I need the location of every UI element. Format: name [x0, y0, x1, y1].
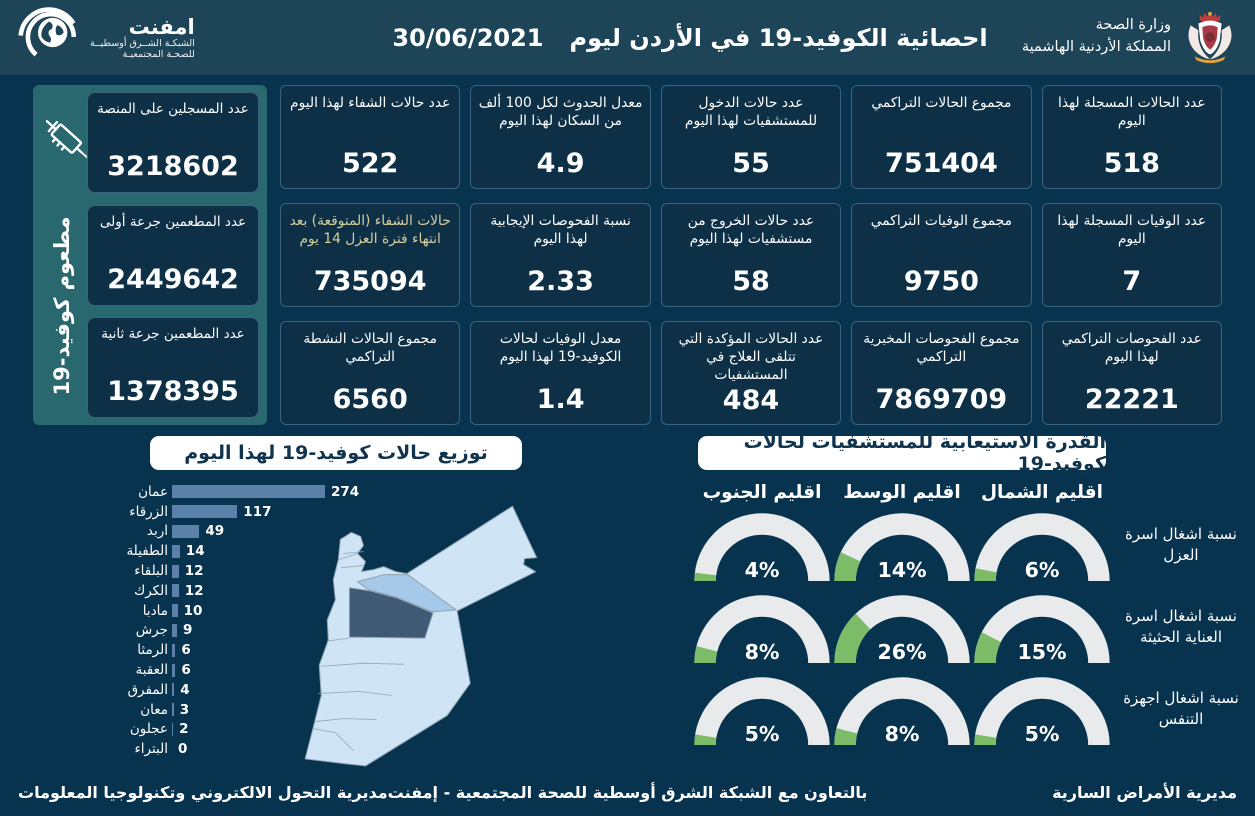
- stat-card-label: عدد حالات الخروج من مستشفيات لهذا اليوم: [687, 213, 815, 248]
- svg-text:8%: 8%: [884, 721, 920, 746]
- bar: [172, 723, 173, 736]
- gauge-row: [688, 587, 1250, 667]
- bar: [172, 664, 175, 677]
- svg-text:8%: 8%: [744, 639, 780, 664]
- gauge: [832, 506, 972, 585]
- stat-card: [851, 85, 1031, 189]
- svg-text:14%: 14%: [877, 557, 927, 582]
- bar: [172, 525, 199, 538]
- gauge-arc: [972, 588, 1112, 667]
- gauge: [832, 588, 972, 667]
- bar-category-label: الزرقاء: [129, 503, 168, 520]
- stat-card-value: 6560: [332, 384, 408, 415]
- ministry-text: [1022, 15, 1171, 59]
- stat-card-value: 7869709: [875, 384, 1008, 415]
- stat-card-value: 22221: [1084, 384, 1179, 415]
- bar-category-label: البلقاء: [134, 563, 168, 580]
- header-bar: [0, 0, 1255, 75]
- stats-column: [470, 85, 650, 425]
- bar: [172, 683, 174, 696]
- bar-track: [172, 622, 192, 638]
- gauge-row: [688, 669, 1250, 749]
- bar-category-label: معان: [140, 701, 168, 718]
- logo-subtitle-1: الشبكـة الشــرق أوسطيــة: [90, 38, 195, 50]
- bar: [172, 644, 175, 657]
- gauge-arc: [972, 670, 1112, 749]
- logo-subtitle-2: للصحـة المجتمعيـة: [122, 49, 195, 61]
- gauge-arc: [972, 506, 1112, 585]
- stats-column: [851, 85, 1031, 425]
- bar-value-label: 274: [331, 483, 360, 500]
- stat-card: [280, 203, 460, 307]
- emphnet-logo-text: [90, 15, 195, 61]
- region-header: اقليم الشمال: [980, 482, 1104, 503]
- stat-card-label: مجموع الحالات النشطة التراكمي: [303, 331, 437, 366]
- stat-card-value: 1.4: [536, 384, 585, 415]
- stats-column: [280, 85, 460, 425]
- stat-card-value: 2.33: [527, 266, 594, 297]
- bar-value-label: 10: [183, 602, 203, 619]
- bar-category-label: عمان: [138, 483, 168, 500]
- stat-card-label: مجموع الفحوصات المخبرية التراكمي: [863, 331, 1020, 366]
- stats-grid: [280, 85, 1222, 425]
- bar: [172, 545, 180, 558]
- vaccination-card: [87, 92, 259, 193]
- vaccination-panel: [33, 85, 267, 425]
- stat-card-label: حالات الشفاء (المتوقعة) بعد انتهاء فترة العزل 14 يوم: [289, 213, 451, 248]
- stat-card-label: عدد حالات الشفاء لهذا اليوم: [290, 95, 451, 111]
- emphnet-globe-icon: [16, 6, 82, 70]
- vaccination-card-label: عدد المطعمين جرعة أولى: [99, 213, 247, 230]
- svg-text:6%: 6%: [1024, 557, 1060, 582]
- gauge: [692, 506, 832, 585]
- gauge-arc: [832, 670, 972, 749]
- bar: [172, 604, 178, 617]
- stat-card: [470, 85, 650, 189]
- stat-card-value: 522: [341, 148, 399, 179]
- bar-value-label: 3: [179, 701, 190, 718]
- kingdom-name: المملكة الأردنية الهاشمية: [1021, 39, 1171, 55]
- stat-card-label: نسبة الفحوصات الإيجابية لهذا اليوم: [490, 213, 631, 248]
- gauge-row-label: نسبة اشغال اسرة العناية الحثيثة: [1125, 607, 1237, 646]
- stats-column: [661, 85, 841, 425]
- jordan-coat-of-arms-icon: [1181, 8, 1239, 66]
- bar-category-label: عجلون: [129, 721, 168, 738]
- bar-track: [172, 702, 189, 718]
- region-header: اقليم الوسط: [843, 482, 961, 503]
- svg-text:15%: 15%: [1017, 639, 1067, 664]
- stat-card: [470, 321, 650, 425]
- bar-track: [172, 662, 191, 678]
- gauge: [972, 506, 1112, 585]
- bar-value-label: 6: [181, 662, 191, 679]
- stat-card-label: معدل الحدوث لكل 100 ألف من السكان لهذا اليوم: [478, 95, 643, 130]
- bar-value-label: 6: [181, 642, 191, 659]
- stat-card-value: 735094: [313, 266, 427, 297]
- bar-value-label: 0: [178, 741, 188, 758]
- gauge-arc: [832, 588, 972, 667]
- gauge-arc: [832, 506, 972, 585]
- bar-category-label: الكرك: [134, 582, 168, 599]
- stat-card-label: عدد حالات الدخول للمستشفيات لهذا اليوم: [684, 95, 818, 130]
- bar-value-label: 117: [243, 503, 272, 520]
- stat-card: [661, 321, 841, 425]
- region-headers: [688, 482, 1250, 503]
- stat-card-value: 484: [722, 384, 780, 416]
- hospital-capacity-gauges: [688, 482, 1250, 751]
- gauge-arc: [692, 588, 832, 667]
- page-title: احصائية الكوفيد-19 في الأردن ليوم: [569, 23, 988, 52]
- bar-track: [172, 642, 191, 658]
- stat-card: [280, 85, 460, 189]
- bar-value-label: 2: [179, 721, 189, 738]
- stats-column: [1042, 85, 1222, 425]
- bar-track: [172, 583, 203, 599]
- gauge: [692, 670, 832, 749]
- stat-card-label: عدد الحالات المسجلة لهذا اليوم: [1057, 95, 1206, 130]
- region-header: اقليم الجنوب: [702, 482, 822, 503]
- bar-track: [172, 741, 187, 757]
- bar-track: [172, 543, 205, 559]
- bar-category-label: المفرق: [127, 681, 168, 698]
- gauge-row: [688, 505, 1250, 585]
- bar-value-label: 49: [205, 523, 225, 540]
- svg-text:5%: 5%: [744, 721, 780, 746]
- vaccination-card-value: 3218602: [107, 151, 239, 182]
- gauge-row-label: نسبة اشغال اسرة العزل: [1125, 525, 1237, 564]
- svg-text:4%: 4%: [744, 557, 780, 582]
- region-header-spacer: [1112, 482, 1250, 503]
- vaccination-cards: [87, 92, 259, 418]
- bar-track: [172, 504, 271, 520]
- stat-card: [661, 203, 841, 307]
- gauge-arc: [692, 506, 832, 585]
- gauge: [972, 670, 1112, 749]
- svg-text:5%: 5%: [1024, 721, 1060, 746]
- stat-card-value: 9750: [903, 266, 979, 297]
- logo-title: امفنت: [128, 15, 195, 39]
- bar-category-label: اربد: [146, 523, 168, 540]
- stat-card: [1042, 85, 1222, 189]
- vaccination-card-value: 1378395: [107, 376, 239, 407]
- bar-value-label: 12: [184, 582, 204, 599]
- bar-value-label: 12: [184, 563, 204, 580]
- jordan-map: [283, 478, 595, 772]
- bar-category-label: البتراء: [134, 741, 168, 758]
- footer-cooperation: بالتعاون مع الشبكة الشرق أوسطية للصحة المجتمعية - إمفنت: [387, 783, 868, 802]
- bar: [172, 703, 174, 716]
- stat-card: [280, 321, 460, 425]
- stat-card-value: 518: [1103, 148, 1160, 179]
- stat-card-label: مجموع الوفيات التراكمي: [870, 213, 1012, 229]
- page-title-row: [340, 0, 1040, 75]
- gauge: [832, 670, 972, 749]
- vaccination-card: [87, 317, 259, 418]
- bar-track: [172, 523, 224, 539]
- bar-track: [172, 603, 202, 619]
- footer-communicable-diseases: مديرية الأمراض السارية: [1052, 783, 1237, 802]
- vaccination-card: [87, 205, 259, 306]
- bar: [172, 565, 179, 578]
- bar-track: [172, 682, 190, 698]
- stat-card-value: 55: [732, 148, 770, 179]
- stat-card: [1042, 203, 1222, 307]
- stat-card-label: عدد الحالات المؤكدة التي تتلقى العلاج في المستشفيات: [678, 331, 824, 384]
- stat-card-value: 751404: [885, 148, 998, 179]
- ministry-block: [1022, 8, 1239, 66]
- stat-card-value: 7: [1122, 266, 1142, 297]
- bar-value-label: 9: [183, 622, 193, 639]
- bar-chart-title: توزيع حالات كوفيد-19 لهذا اليوم: [150, 436, 522, 470]
- bar-category-label: مادبا: [142, 602, 168, 619]
- bar-value-label: 4: [180, 681, 190, 698]
- bar-category-label: الرمثا: [137, 642, 168, 659]
- stat-card: [661, 85, 841, 189]
- gauge-section-title: القدرة الاستيعابية للمستشفيات لحالات كوفيد-19: [698, 436, 1106, 470]
- gauge-arc: [692, 670, 832, 749]
- stat-card-value: 4.9: [536, 148, 585, 179]
- ministry-name: وزارة الصحة: [1095, 17, 1171, 34]
- stat-card-label: عدد الوفيات المسجلة لهذا اليوم: [1057, 213, 1207, 248]
- vaccination-card-label: عدد المطعمين جرعة ثانية: [101, 326, 245, 342]
- report-date: 30/06/2021: [392, 23, 544, 52]
- bar: [172, 505, 237, 518]
- vaccination-card-label: عدد المسجلين على المنصة: [97, 101, 249, 117]
- gauge: [692, 588, 832, 667]
- footer-it-directorate: مديرية التحول الالكتروني وتكنولوجيا المعلومات: [18, 783, 388, 802]
- bar: [172, 624, 177, 637]
- gauge-rows: [688, 505, 1250, 749]
- gauge-row-label: نسبة اشغال اجهزة التنفس: [1123, 689, 1239, 728]
- stat-card-label: مجموع الحالات التراكمي: [871, 95, 1012, 111]
- svg-text:26%: 26%: [877, 639, 927, 664]
- stat-card: [851, 203, 1031, 307]
- stat-card: [851, 321, 1031, 425]
- vaccination-side-label: مطعوم كوفيد-19: [50, 216, 74, 396]
- gauge: [972, 588, 1112, 667]
- bar-value-label: 14: [185, 543, 205, 560]
- bar-track: [172, 563, 203, 579]
- bar-category-label: العقبة: [135, 662, 168, 679]
- vaccination-card-value: 2449642: [107, 263, 239, 295]
- stat-card: [470, 203, 650, 307]
- emphnet-logo: [16, 6, 195, 70]
- stat-card-label: عدد الفحوصات التراكمي لهذا اليوم: [1061, 331, 1202, 366]
- stat-card-label: معدل الوفيات لحالات الكوفيد-19 لهذا اليوم: [499, 331, 622, 366]
- bar: [172, 584, 179, 597]
- stat-card-value: 58: [732, 266, 770, 297]
- bar-track: [172, 721, 189, 737]
- stat-card: [1042, 321, 1222, 425]
- bar-category-label: جرش: [135, 622, 168, 639]
- bar-category-label: الطفيلة: [126, 543, 168, 560]
